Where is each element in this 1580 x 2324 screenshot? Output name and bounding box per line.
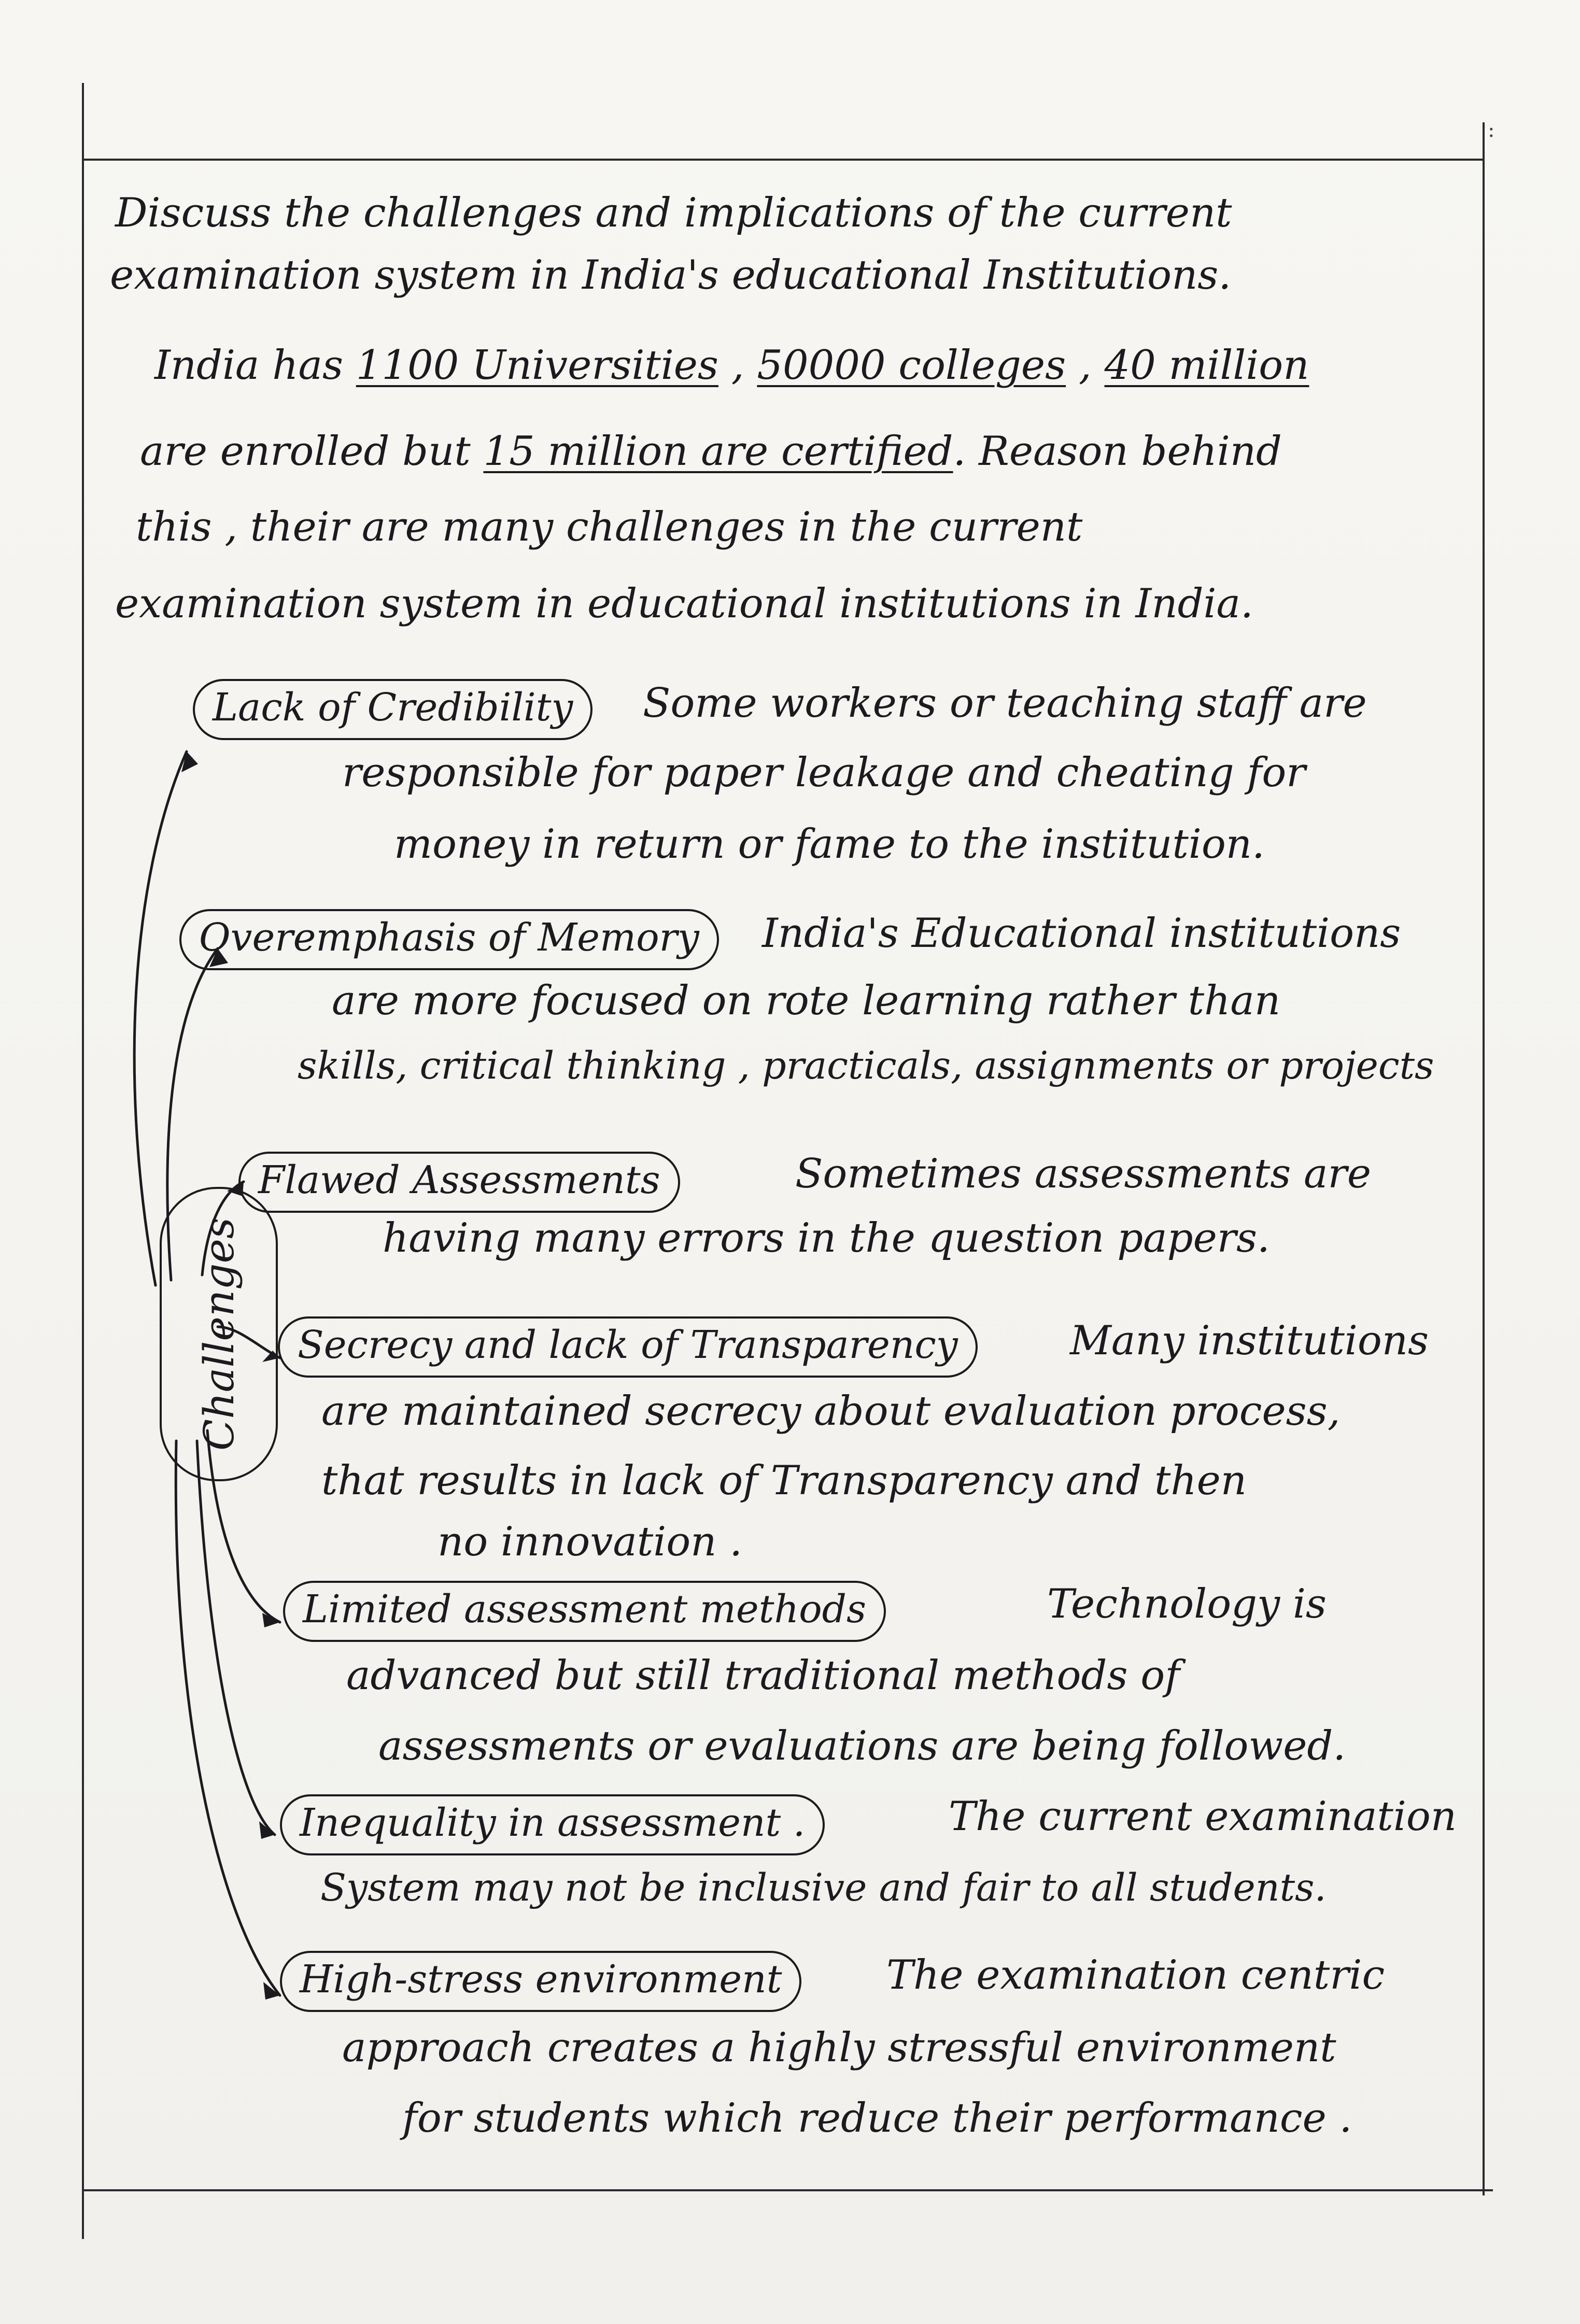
credibility-text-line-3: money in return or fame to the institution.: [394, 821, 1265, 868]
bubble-secrecy-and-transparency: Secrecy and lack of Transparency: [278, 1316, 978, 1378]
separator: ,: [718, 342, 757, 389]
memory-text-line-1: India's Educational institutions: [762, 910, 1401, 957]
corner-mark: :: [1488, 118, 1495, 142]
challenges-center-label: Challenges: [160, 1187, 278, 1481]
bubble-inequality-in-assessment: Inequality in assessment .: [280, 1794, 825, 1855]
limited-text-line-1: Technology is: [1047, 1581, 1327, 1627]
intro-line-3: this , their are many challenges in the current: [136, 504, 1083, 550]
intro-text: . Reason behind: [953, 428, 1282, 475]
bubble-high-stress-environment: High-stress environment: [280, 1951, 801, 2012]
intro-text: India has: [154, 342, 356, 389]
secrecy-text-line-3: that results in lack of Transparency and then: [321, 1457, 1247, 1504]
bubble-limited-assessment-methods: Limited assessment methods: [283, 1581, 886, 1642]
stress-text-line-2: approach creates a highly stressful environment: [342, 2024, 1336, 2071]
memory-text-line-2: are more focused on rote learning rather than: [332, 977, 1281, 1024]
question-heading-line-2: examination system in India's educational Institutions.: [110, 252, 1232, 299]
enrolled-count: 40 million: [1104, 342, 1309, 389]
bubble-flawed-assessments: Flawed Assessments: [238, 1152, 680, 1213]
intro-text: are enrolled but: [140, 428, 484, 475]
question-heading-line-1: Discuss the challenges and implications of the current: [115, 190, 1232, 236]
memory-text-line-3: skills, critical thinking , practicals, assignments or projects: [298, 1044, 1434, 1088]
bubble-lack-of-credibility: Lack of Credibility: [193, 679, 592, 740]
stress-text-line-3: for students which reduce their performance .: [402, 2095, 1352, 2142]
universities-count: 1100 Universities: [356, 342, 718, 389]
credibility-text-line-2: responsible for paper leakage and cheating for: [342, 749, 1306, 796]
arrowhead-icon: [259, 1821, 275, 1839]
bubble-overemphasis-of-memory: Overemphasis of Memory: [179, 909, 719, 970]
certified-count: 15 million are certified: [483, 428, 953, 475]
limited-text-line-2: advanced but still traditional methods of: [346, 1652, 1180, 1699]
secrecy-text-line-1: Many institutions: [1070, 1317, 1429, 1364]
secrecy-text-line-4: no innovation .: [438, 1519, 743, 1565]
stress-text-line-1: The examination centric: [886, 1952, 1385, 1999]
inequality-text-line-1: The current examination: [949, 1793, 1457, 1840]
assessments-text-line-1: Sometimes assessments are: [795, 1151, 1372, 1197]
intro-line-4: examination system in educational institutions in India.: [115, 580, 1253, 627]
credibility-text-line-1: Some workers or teaching staff are: [643, 680, 1367, 727]
connector-inequality: [197, 1441, 275, 1835]
assessments-text-line-2: having many errors in the question papers.: [383, 1215, 1270, 1262]
limited-text-line-3: assessments or evaluations are being followed.: [378, 1723, 1346, 1769]
secrecy-text-line-2: are maintained secrecy about evaluation process,: [321, 1388, 1341, 1435]
colleges-count: 50000 colleges: [757, 342, 1066, 389]
inequality-text-line-2: System may not be inclusive and fair to all students.: [320, 1866, 1327, 1910]
separator: ,: [1066, 342, 1105, 389]
